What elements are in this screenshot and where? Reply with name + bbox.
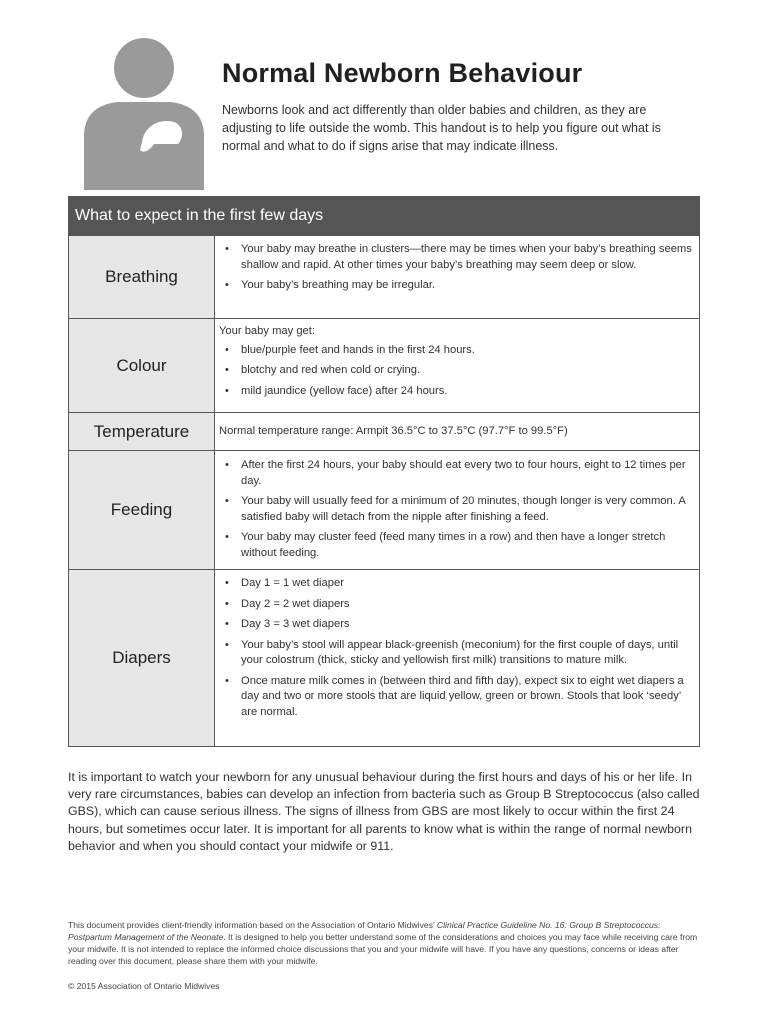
footnote-text-start: This document provides client-friendly information based on the Association of Ontario Midwives’ [68, 920, 437, 930]
copyright-notice: © 2015 Association of Ontario Midwives [68, 981, 220, 991]
row-content-breathing [215, 236, 699, 318]
list-item: • Your baby’s breathing may be irregular. [219, 278, 693, 294]
list-item: • Once mature milk comes in (between third and fifth day), expect six to eight wet diapers a day and two or more stools that are liquid yellow, green or brown. Stools that look ‘seedy’ are normal. [219, 674, 693, 721]
row-content-temperature [215, 413, 699, 450]
page-title: Normal Newborn Behaviour [222, 58, 583, 88]
row-content-feeding [215, 451, 699, 569]
list-item: • Your baby will usually feed for a minimum of 20 minutes, though longer is very common. A satisfied baby will detach from the nipple after finishing a feed. [219, 494, 693, 525]
table-row-breathing [69, 235, 699, 318]
gbs-warning-paragraph: It is important to watch your newborn for any unusual behaviour during the first hours and days of his or her life. In very rare circumstances, babies can develop an infection from bacteria such as Group B Streptococcus (also called GBS), which can cause serious illness. The signs of illness from GBS are most likely to occur within the first 24 hours, but sometimes occur later. It is important for all parents to know what is within the range of normal newborn behavior and when you should contact your midwife or 911. [68, 770, 700, 853]
table-row-diapers [69, 569, 699, 746]
list-item: • Your baby may cluster feed (feed many times in a row) and then have a longer stretch without feeding. [219, 530, 693, 561]
list-item: • Day 1 = 1 wet diaper [219, 576, 693, 592]
row-label-colour: Colour [69, 319, 215, 412]
list-item: • Your baby may breathe in clusters—there may be times when your baby’s breathing seems shallow and rapid. At other times your baby’s breathing may seem deep or slow. [219, 242, 693, 273]
bullet-list [219, 343, 693, 400]
guideline-citation: Clinical Practice Guideline No. 16: Group B Streptococcus: Postpartum Management of the Neonate [68, 920, 661, 942]
list-item: • blue/purple feet and hands in the first 24 hours. [219, 343, 693, 359]
table-row-feeding [69, 450, 699, 569]
bullet-list [219, 576, 693, 720]
person-holding-baby-icon [80, 38, 208, 190]
table-header: What to expect in the first few days [69, 197, 699, 235]
source-footnote [68, 919, 700, 967]
row-label-feeding: Feeding [69, 451, 215, 569]
list-item: • Day 2 = 2 wet diapers [219, 597, 693, 613]
table-row-temperature [69, 412, 699, 450]
list-item: • After the first 24 hours, your baby should eat every two to four hours, eight to 12 times per day. [219, 458, 693, 489]
list-item: • Your baby’s stool will appear black-greenish (meconium) for the first couple of days, until your colostrum (thick, sticky and yellowish first milk) transitions to mature milk. [219, 638, 693, 669]
bullet-list [219, 242, 693, 294]
table-row-colour [69, 318, 699, 412]
list-item: • blotchy and red when cold or crying. [219, 363, 693, 379]
colour-lead-text: Your baby may get: [219, 325, 315, 337]
intro-paragraph: Newborns look and act differently than older babies and children, as they are adjusting to life outside the womb. This handout is to help you figure out what is normal and what to do if signs arise that may indicate illness. [222, 103, 661, 153]
temperature-range-text: Normal temperature range: Armpit 36.5°C to 37.5°C (97.7°F to 99.5°F) [219, 424, 568, 437]
expectations-table [68, 196, 700, 747]
row-label-breathing: Breathing [69, 236, 215, 318]
bullet-list [219, 458, 693, 561]
footnote-text-end: . It is designed to help you better understand some of the considerations and choices you may face while receiving care from your midwife. It is not intended to replace the informed choice discussions that you and your midwife will have. If you have any questions, concerns or ideas after reading over this document, please share them with your midwife. [68, 932, 698, 966]
row-content-diapers [215, 570, 699, 746]
list-item: • mild jaundice (yellow face) after 24 hours. [219, 384, 693, 400]
row-label-temperature: Temperature [69, 413, 215, 450]
row-content-colour [215, 319, 699, 412]
row-label-diapers: Diapers [69, 570, 215, 746]
list-item: • Day 3 = 3 wet diapers [219, 617, 693, 633]
